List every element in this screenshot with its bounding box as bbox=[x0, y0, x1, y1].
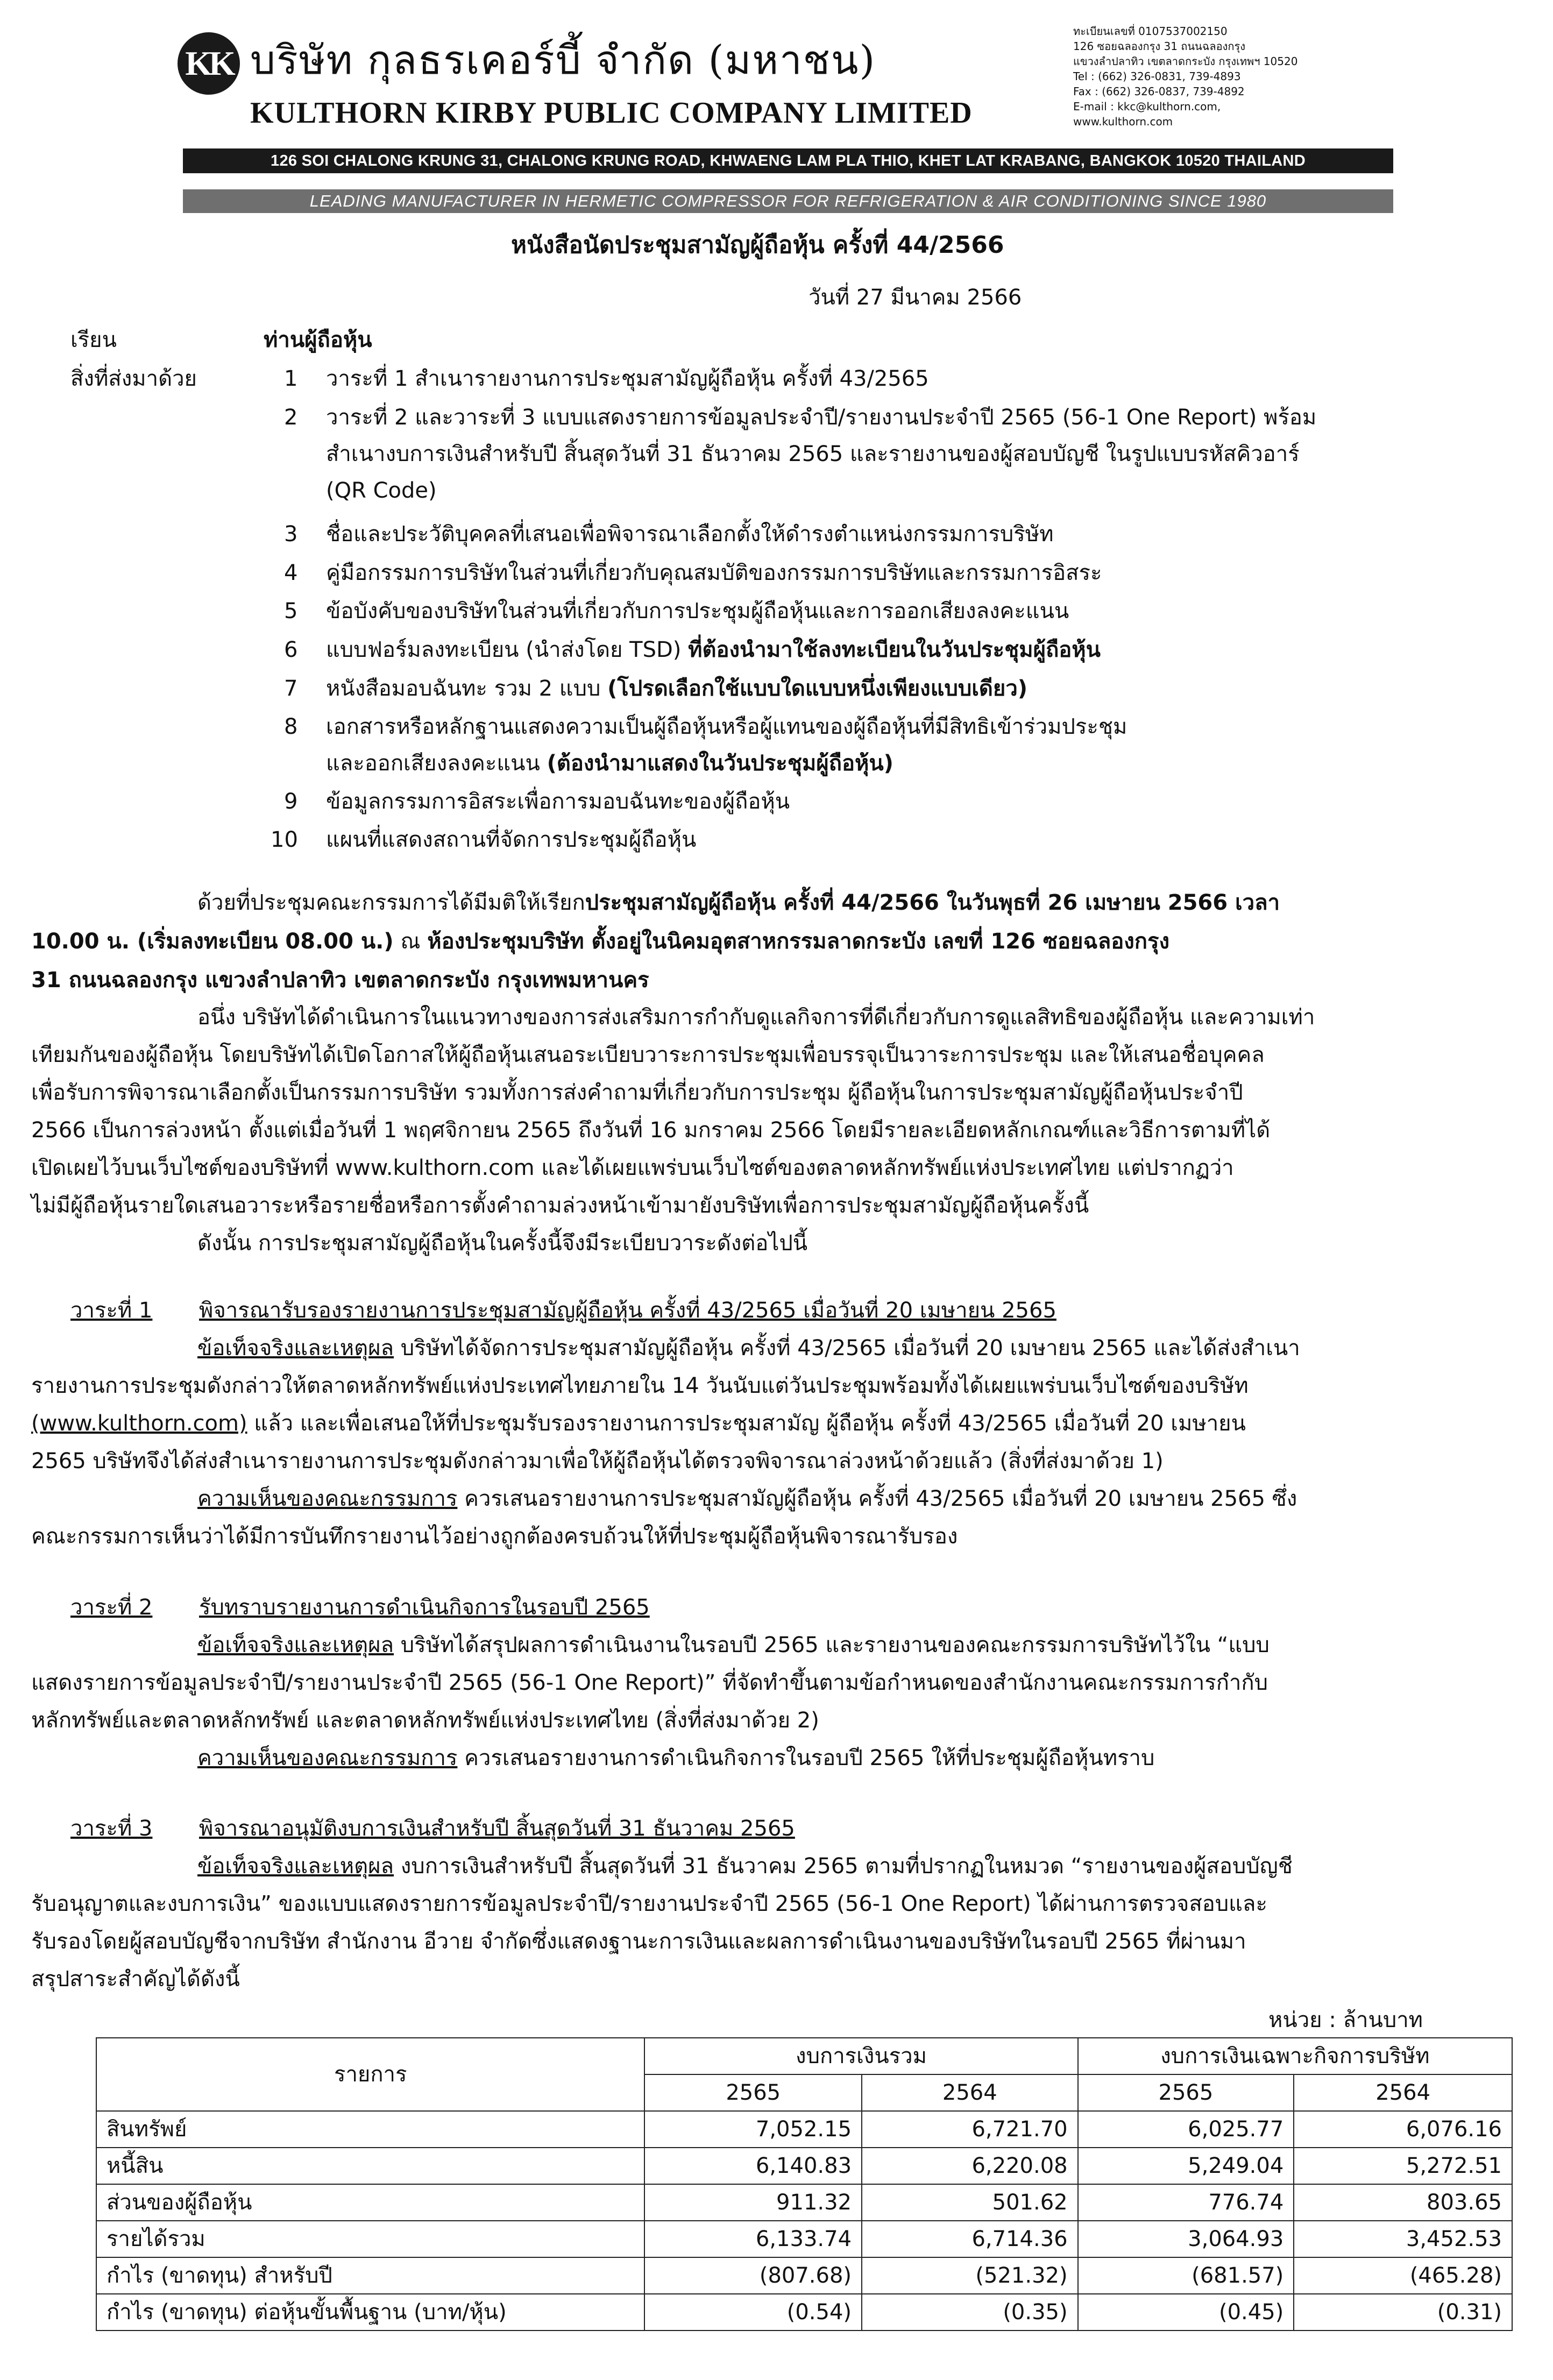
cell-value: 6,220.08 bbox=[862, 2148, 1078, 2184]
enclosures-label: สิ่งที่ส่งมาด้วย bbox=[70, 366, 197, 391]
paragraph-line: เปิดเผยไว้บนเว็บไซต์ของบริษัทที่ www.kulthorn.com และได้เผยแพร่บนเว็บไซต์ของตลาดหลักทรัพย์แห่งประเทศไทย แต่ปรากฏว่า bbox=[31, 1156, 1234, 1180]
enclosure-item-cont bbox=[326, 748, 893, 778]
agenda-1-heading: พิจารณารับรองรายงานการประชุมสามัญผู้ถือหุ้น ครั้งที่ 43/2565 เมื่อวันที่ 20 เมษายน 2565 bbox=[199, 1298, 1056, 1323]
agenda-1-facts-line: 2565 บริษัทจึงได้ส่งสำเนารายงานการประชุมดังกล่าวมาเพื่อให้ผู้ถือหุ้นได้ตรวจพิจารณาล่วงหน้าด้วยแล้ว (สิ่งที่ส่งมาด้วย 1) bbox=[31, 1449, 1164, 1474]
enclosure-number: 5 bbox=[284, 599, 298, 624]
agenda-3-label: วาระที่ 3 bbox=[70, 1816, 153, 1841]
cell-value: 776.74 bbox=[1078, 2184, 1294, 2221]
facts-text: งบการเงินสำหรับปี สิ้นสุดวันที่ 31 ธันวาคม 2565 ตามที่ปรากฏในหมวด “รายงานของผู้สอบบัญชี bbox=[400, 1854, 1293, 1879]
row-label: สินทรัพย์ bbox=[96, 2111, 644, 2148]
cell-value: (0.54) bbox=[644, 2294, 862, 2331]
cell-value: 7,052.15 bbox=[644, 2111, 862, 2148]
registration-number: ทะเบียนเลขที่ 0107537002150 bbox=[1073, 25, 1228, 38]
cell-value: 6,714.36 bbox=[862, 2221, 1078, 2257]
enclosure-number: 10 bbox=[271, 827, 298, 852]
facts-text: บริษัทได้จัดการประชุมสามัญผู้ถือหุ้น ครั้งที่ 43/2565 เมื่อวันที่ 20 เมษายน 2565 และได้ส่งสำเนา bbox=[400, 1336, 1300, 1361]
agenda-3-facts-line bbox=[197, 1851, 1293, 1881]
column-header-year: 2565 bbox=[1078, 2074, 1294, 2111]
enclosure-item: คู่มือกรรมการบริษัทในส่วนที่เกี่ยวกับคุณสมบัติของกรรมการบริษัทและกรรมการอิสระ bbox=[326, 561, 1102, 585]
paragraph-line: ไม่มีผู้ถือหุ้นรายใดเสนอวาระหรือรายชื่อหรือการตั้งคำถามล่วงหน้าเข้ามายังบริษัทเพื่อการประชุมสามัญผู้ถือหุ้นครั้งนี้ bbox=[31, 1193, 1089, 1218]
table-row bbox=[96, 2148, 1512, 2184]
cell-value: 911.32 bbox=[644, 2184, 862, 2221]
enclosure-number: 1 bbox=[284, 366, 298, 391]
column-header-year: 2565 bbox=[644, 2074, 862, 2111]
agenda-2-heading: รับทราบรายงานการดำเนินกิจการในรอบปี 2565 bbox=[199, 1595, 650, 1620]
enclosure-number: 8 bbox=[284, 714, 298, 739]
cell-value: 803.65 bbox=[1294, 2184, 1512, 2221]
company-contact-block bbox=[1073, 24, 1482, 129]
financial-summary-table bbox=[96, 2037, 1513, 2331]
cell-value: (0.35) bbox=[862, 2294, 1078, 2331]
enclosure-emphasis: (ต้องนำมาแสดงในวันประชุมผู้ถือหุ้น) bbox=[547, 751, 893, 776]
enclosure-emphasis: ที่ต้องนำมาใช้ลงทะเบียนในวันประชุมผู้ถือหุ้น bbox=[688, 638, 1101, 662]
column-group-separate: งบการเงินเฉพาะกิจการบริษัท bbox=[1078, 2038, 1512, 2074]
paragraph-line: เทียมกันของผู้ถือหุ้น โดยบริษัทได้เปิดโอกาสให้ผู้ถือหุ้นเสนอระเบียบวาระการประชุมเพื่อบรรจุเป็นวาระการประชุม และให้เสนอชื่อบุคคล bbox=[31, 1043, 1265, 1067]
enclosure-number: 3 bbox=[284, 522, 298, 547]
cell-value: (521.32) bbox=[862, 2257, 1078, 2294]
cell-value: 501.62 bbox=[862, 2184, 1078, 2221]
cell-value: 6,133.74 bbox=[644, 2221, 862, 2257]
facts-label: ข้อเท็จจริงและเหตุผล bbox=[197, 1633, 394, 1658]
table-row bbox=[96, 2111, 1512, 2148]
cell-value: 5,249.04 bbox=[1078, 2148, 1294, 2184]
column-header-item: รายการ bbox=[96, 2038, 644, 2111]
enclosure-item bbox=[326, 635, 1101, 665]
enclosure-text: และออกเสียงลงคะแนน bbox=[326, 751, 547, 776]
enclosure-number: 4 bbox=[284, 561, 298, 585]
meeting-time: 10.00 น. (เริ่มลงทะเบียน 08.00 น.) bbox=[31, 929, 394, 954]
contact-address-line: 126 ซอยฉลองกรุง 31 ถนนฉลองกรุง bbox=[1073, 40, 1245, 53]
cell-value: (681.57) bbox=[1078, 2257, 1294, 2294]
enclosure-item: แผนที่แสดงสถานที่จัดการประชุมผู้ถือหุ้น bbox=[326, 827, 697, 852]
cell-value: 6,721.70 bbox=[862, 2111, 1078, 2148]
cell-value: (807.68) bbox=[644, 2257, 862, 2294]
opinion-text: ควรเสนอรายงานการประชุมสามัญผู้ถือหุ้น ครั้งที่ 43/2565 เมื่อวันที่ 20 เมษายน 2565 ซึ่ง bbox=[464, 1486, 1297, 1511]
row-label: หนี้สิน bbox=[96, 2148, 644, 2184]
table-row bbox=[96, 2184, 1512, 2221]
cell-value: 6,076.16 bbox=[1294, 2111, 1512, 2148]
facts-text: แล้ว และเพื่อเสนอให้ที่ประชุมรับรองรายงานการประชุมสามัญ ผู้ถือหุ้น ครั้งที่ 43/2565 เมื่อวันที่ 20 เมษายน bbox=[247, 1411, 1246, 1436]
enclosure-number: 6 bbox=[284, 638, 298, 662]
enclosure-number: 2 bbox=[284, 405, 298, 430]
column-group-consolidated: งบการเงินรวม bbox=[644, 2038, 1077, 2074]
meeting-venue-cont: 31 ถนนฉลองกรุง แขวงลำปลาทิว เขตลาดกระบัง กรุงเทพมหานคร bbox=[31, 968, 649, 993]
address-band: 126 SOI CHALONG KRUNG 31, CHALONG KRUNG ROAD, KHWAENG LAM PLA THIO, KHET LAT KRABANG, BANGKOK 10520 THAILAND bbox=[183, 148, 1393, 173]
contact-tel: Tel : (662) 326-0831, 739-4893 bbox=[1073, 70, 1241, 83]
salutation-recipient: ท่านผู้ถือหุ้น bbox=[264, 328, 372, 352]
agenda-1-facts-line bbox=[197, 1333, 1300, 1363]
row-label: กำไร (ขาดทุน) ต่อหุ้นขั้นพื้นฐาน (บาท/หุ้น) bbox=[96, 2294, 644, 2331]
column-header-year: 2564 bbox=[862, 2074, 1078, 2111]
row-label: ส่วนของผู้ถือหุ้น bbox=[96, 2184, 644, 2221]
agenda-2-label: วาระที่ 2 bbox=[70, 1595, 153, 1620]
paragraph-line: 2566 เป็นการล่วงหน้า ตั้งแต่เมื่อวันที่ 1 พฤศจิกายน 2565 ถึงวันที่ 16 มกราคม 2566 โดยมีรายละเอียดหลักเกณฑ์และวิธีการตามที่ได้ bbox=[31, 1118, 1271, 1143]
contact-fax: Fax : (662) 326-0837, 739-4892 bbox=[1073, 85, 1245, 98]
meeting-details: ประชุมสามัญผู้ถือหุ้น ครั้งที่ 44/2566 ในวันพุธที่ 26 เมษายน 2566 เวลา bbox=[585, 890, 1280, 915]
column-header-year: 2564 bbox=[1294, 2074, 1512, 2111]
row-label: กำไร (ขาดทุน) สำหรับปี bbox=[96, 2257, 644, 2294]
cell-value: (0.31) bbox=[1294, 2294, 1512, 2331]
agenda-1-label: วาระที่ 1 bbox=[70, 1298, 153, 1323]
agenda-3-facts-line: รับอนุญาตและงบการเงิน” ของแบบแสดงรายการข้อมูลประจำปี/รายงานประจำปี 2565 (56-1 One Report) ได้ผ่านการตรวจสอบและ bbox=[31, 1892, 1267, 1916]
enclosure-item: ข้อบังคับของบริษัทในส่วนที่เกี่ยวกับการประชุมผู้ถือหุ้นและการออกเสียงลงคะแนน bbox=[326, 599, 1069, 624]
facts-text: บริษัทได้สรุปผลการดำเนินงานในรอบปี 2565 และรายงานของคณะกรรมการบริษัทไว้ใน “แบบ bbox=[400, 1633, 1270, 1658]
document-title: หนังสือนัดประชุมสามัญผู้ถือหุ้น ครั้งที่ 44/2566 bbox=[511, 231, 1004, 259]
company-website-link[interactable]: (www.kulthorn.com) bbox=[31, 1411, 247, 1436]
agenda-2-facts-line: แสดงรายการข้อมูลประจำปี/รายงานประจำปี 2565 (56-1 One Report)” ที่จัดทำขึ้นตามข้อกำหนดของสำนักงานคณะกรรมการกำกับ bbox=[31, 1670, 1268, 1695]
contact-website: www.kulthorn.com bbox=[1073, 115, 1173, 128]
enclosure-item: ข้อมูลกรรมการอิสระเพื่อการมอบฉันทะของผู้ถือหุ้น bbox=[326, 789, 790, 814]
enclosure-emphasis: (โปรดเลือกใช้แบบใดแบบหนึ่งเพียงแบบเดียว) bbox=[607, 676, 1028, 701]
paragraph-line: อนึ่ง บริษัทได้ดำเนินการในแนวทางของการส่งเสริมการกำกับดูแลกิจการที่ดีเกี่ยวกับการดูแลสิทธิของผู้ถือหุ้น และความเท่า bbox=[197, 1005, 1315, 1030]
document-date: วันที่ 27 มีนาคม 2566 bbox=[809, 285, 1022, 310]
opinion-label: ความเห็นของคณะกรรมการ bbox=[197, 1746, 458, 1770]
cell-value: 6,140.83 bbox=[644, 2148, 862, 2184]
intro-text: ด้วยที่ประชุมคณะกรรมการได้มีมติให้เรียก bbox=[197, 890, 585, 915]
agenda-2-facts-line bbox=[197, 1630, 1270, 1660]
opinion-label: ความเห็นของคณะกรรมการ bbox=[197, 1486, 458, 1511]
table-unit-note: หน่วย : ล้านบาท bbox=[1268, 2008, 1423, 2032]
agenda-1-facts-line bbox=[31, 1408, 1246, 1439]
agenda-1-opinion-line: คณะกรรมการเห็นว่าได้มีการบันทึกรายงานไว้อย่างถูกต้องครบถ้วนให้ที่ประชุมผู้ถือหุ้นพิจารณารับรอง bbox=[31, 1524, 958, 1549]
cell-value: (0.45) bbox=[1078, 2294, 1294, 2331]
agenda-1-facts-line: รายงานการประชุมดังกล่าวให้ตลาดหลักทรัพย์แห่งประเทศไทยภายใน 14 วันนับแต่วันประชุมพร้อมทั้งได้เผยแพร่บนเว็บไซต์ของบริษัท bbox=[31, 1373, 1249, 1398]
intro-line bbox=[197, 888, 1280, 918]
enclosure-number: 7 bbox=[284, 676, 298, 701]
enclosure-text: หนังสือมอบฉันทะ รวม 2 แบบ bbox=[326, 676, 608, 701]
salutation-label: เรียน bbox=[70, 328, 117, 352]
paragraph-line: เพื่อรับการพิจารณาเลือกตั้งเป็นกรรมการบริษัท รวมทั้งการส่งคำถามที่เกี่ยวกับการประชุม ผู้ถือหุ้นในการประชุมสามัญผู้ถือหุ้นประจำปี bbox=[31, 1080, 1243, 1105]
agenda-2-opinion-line bbox=[197, 1743, 1154, 1773]
meeting-venue: ห้องประชุมบริษัท ตั้งอยู่ในนิคมอุตสาหกรรมลาดกระบัง เลขที่ 126 ซอยฉลองกรุง bbox=[427, 929, 1170, 954]
row-label: รายได้รวม bbox=[96, 2221, 644, 2257]
table-row bbox=[96, 2257, 1512, 2294]
tagline-band: LEADING MANUFACTURER IN HERMETIC COMPRESSOR FOR REFRIGERATION & AIR CONDITIONING SINCE 1980 bbox=[183, 189, 1393, 213]
cell-value: 6,025.77 bbox=[1078, 2111, 1294, 2148]
paragraph-line: ดังนั้น การประชุมสามัญผู้ถือหุ้นในครั้งนี้จึงมีระเบียบวาระดังต่อไปนี้ bbox=[197, 1231, 808, 1256]
enclosure-item: เอกสารหรือหลักฐานแสดงความเป็นผู้ถือหุ้นหรือผู้แทนของผู้ถือหุ้นที่มีสิทธิเข้าร่วมประชุม bbox=[326, 714, 1127, 739]
company-logo: KK bbox=[178, 32, 240, 95]
facts-label: ข้อเท็จจริงและเหตุผล bbox=[197, 1854, 394, 1879]
intro-line bbox=[31, 926, 1169, 957]
agenda-3-facts-line: รับรองโดยผู้สอบบัญชีจากบริษัท สำนักงาน อีวาย จำกัดซึ่งแสดงฐานะการเงินและผลการดำเนินงานของบริษัทในรอบปี 2565 ที่ผ่านมา bbox=[31, 1929, 1246, 1954]
cell-value: 5,272.51 bbox=[1294, 2148, 1512, 2184]
agenda-2-facts-line: หลักทรัพย์และตลาดหลักทรัพย์ และตลาดหลักทรัพย์แห่งประเทศไทย (สิ่งที่ส่งมาด้วย 2) bbox=[31, 1708, 819, 1733]
agenda-3-facts-line: สรุปสาระสำคัญได้ดังนี้ bbox=[31, 1967, 240, 1992]
agenda-1-opinion-line bbox=[197, 1484, 1297, 1514]
contact-email: E-mail : kkc@kulthorn.com, bbox=[1073, 100, 1221, 113]
agenda-3-heading: พิจารณาอนุมัติงบการเงินสำหรับปี สิ้นสุดวันที่ 31 ธันวาคม 2565 bbox=[199, 1816, 795, 1841]
cell-value: 3,064.93 bbox=[1078, 2221, 1294, 2257]
cell-value: (465.28) bbox=[1294, 2257, 1512, 2294]
enclosure-item: วาระที่ 2 และวาระที่ 3 แบบแสดงรายการข้อมูลประจำปี/รายงานประจำปี 2565 (56-1 One Report) พร้อม bbox=[326, 405, 1317, 430]
table-row bbox=[96, 2221, 1512, 2257]
enclosure-item-cont: (QR Code) bbox=[326, 478, 437, 503]
enclosure-text: แบบฟอร์มลงทะเบียน (นำส่งโดย TSD) bbox=[326, 638, 689, 662]
enclosure-item: วาระที่ 1 สำเนารายงานการประชุมสามัญผู้ถือหุ้น ครั้งที่ 43/2565 bbox=[326, 366, 929, 391]
enclosure-item-cont: สำเนางบการเงินสำหรับปี สิ้นสุดวันที่ 31 ธันวาคม 2565 และรายงานของผู้สอบบัญชี ในรูปแบบรหัสคิวอาร์ bbox=[326, 442, 1300, 466]
company-name-english: KULTHORN KIRBY PUBLIC COMPANY LIMITED bbox=[250, 96, 973, 130]
cell-value: 3,452.53 bbox=[1294, 2221, 1512, 2257]
enclosure-item bbox=[326, 674, 1027, 704]
enclosure-number: 9 bbox=[284, 789, 298, 814]
intro-text: ณ bbox=[393, 929, 428, 954]
company-name-thai: บริษัท กุลธรเคอร์บี้ จำกัด (มหาชน) bbox=[250, 37, 876, 83]
table-header-row bbox=[96, 2038, 1512, 2074]
opinion-text: ควรเสนอรายงานการดำเนินกิจการในรอบปี 2565 ให้ที่ประชุมผู้ถือหุ้นทราบ bbox=[464, 1746, 1155, 1770]
table-row bbox=[96, 2294, 1512, 2331]
contact-address-line: แขวงลำปลาทิว เขตลาดกระบัง กรุงเทพฯ 10520 bbox=[1073, 55, 1298, 68]
facts-label: ข้อเท็จจริงและเหตุผล bbox=[197, 1336, 394, 1361]
enclosure-item: ชื่อและประวัติบุคคลที่เสนอเพื่อพิจารณาเลือกตั้งให้ดำรงตำแหน่งกรรมการบริษัท bbox=[326, 522, 1054, 547]
